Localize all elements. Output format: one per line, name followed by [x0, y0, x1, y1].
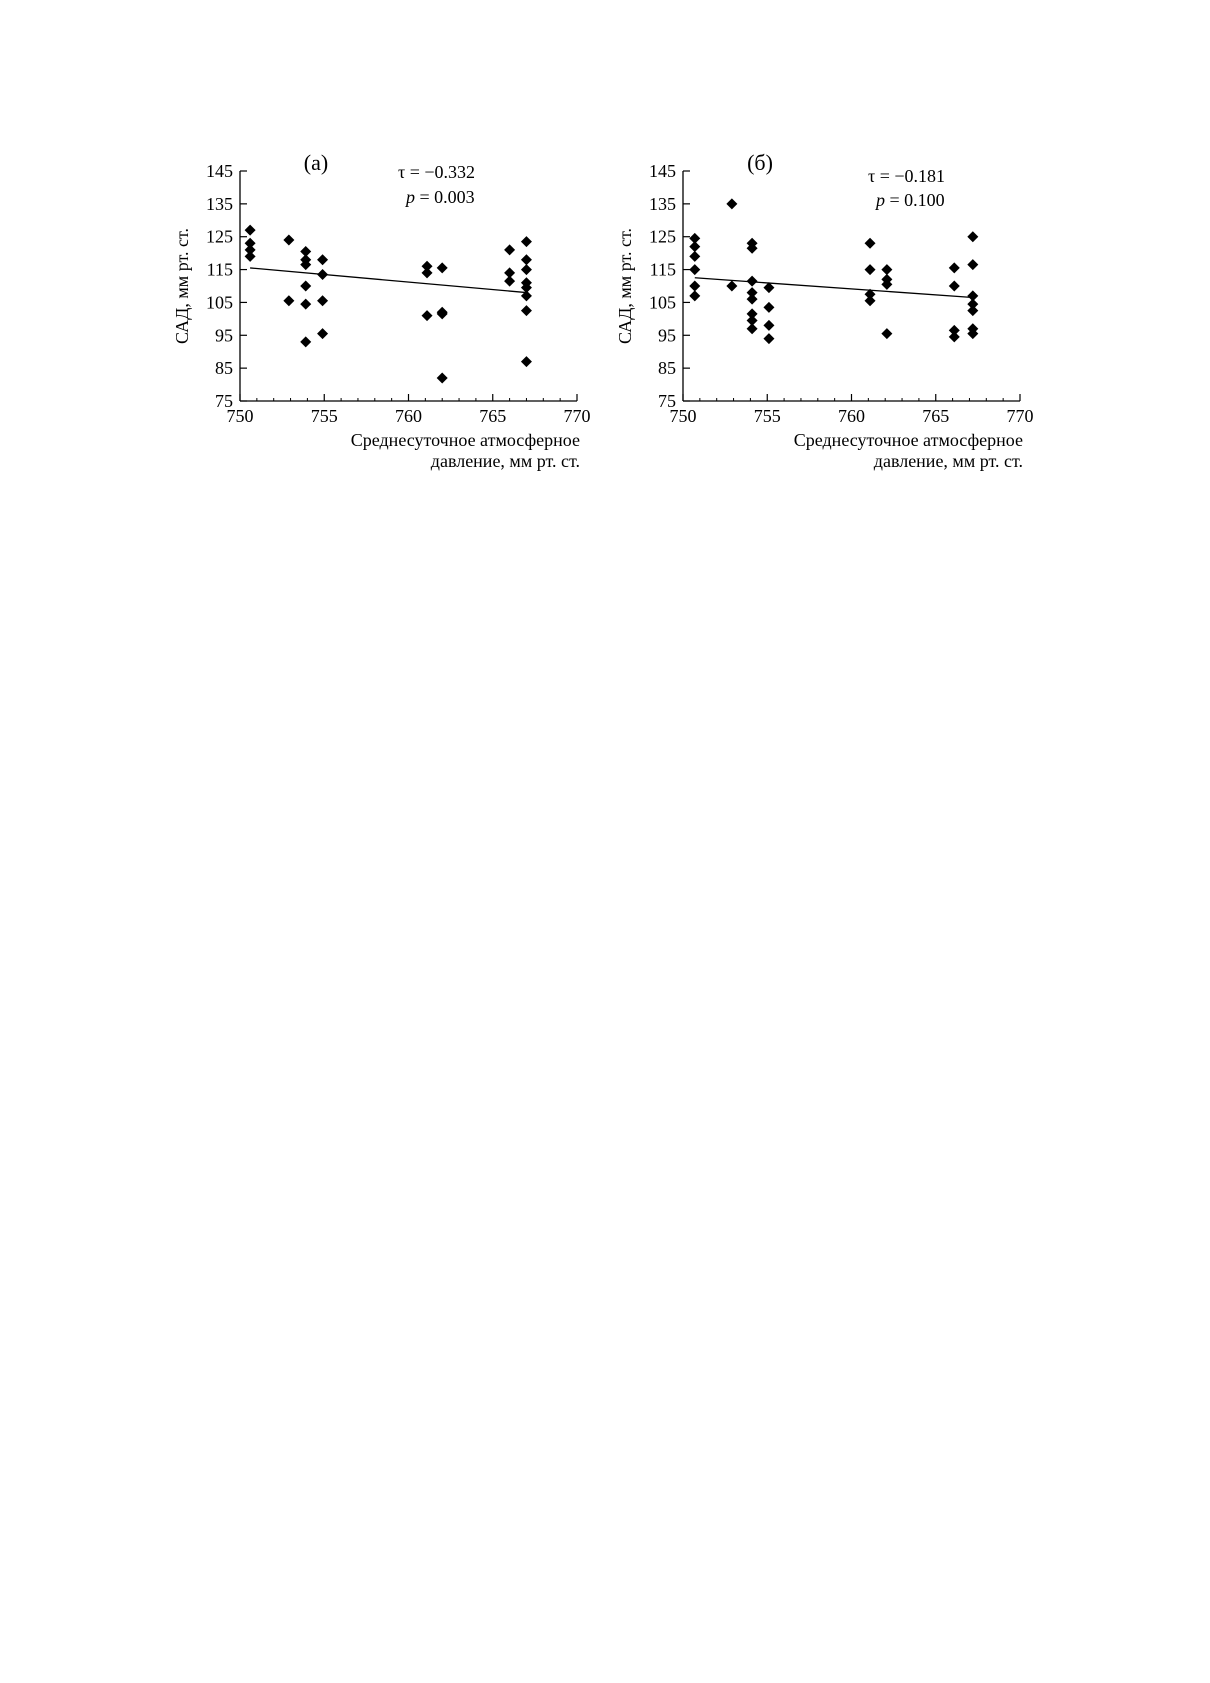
x-tick-label: 755: [753, 406, 781, 426]
data-point: [689, 241, 700, 252]
y-tick-label: 135: [206, 193, 233, 214]
p-symbol: p: [406, 187, 415, 207]
p-value: = 0.003: [415, 187, 475, 207]
chart-panel-a: [172, 150, 591, 471]
data-point: [949, 262, 960, 273]
x-tick-label: 770: [1006, 406, 1034, 426]
p-symbol: p: [876, 190, 885, 210]
data-point: [689, 290, 700, 301]
y-tick-label: 135: [649, 193, 676, 214]
data-point: [967, 231, 978, 242]
y-tick-label: 95: [215, 325, 233, 346]
y-tick-label: 115: [206, 259, 233, 280]
data-point: [422, 310, 433, 321]
trend-line: [250, 268, 526, 293]
y-tick-label: 145: [649, 161, 676, 181]
x-tick-label: 760: [395, 406, 422, 426]
x-axis-title-line: давление, мм рт. ст.: [430, 451, 580, 471]
data-point: [726, 281, 737, 292]
x-axis-title-line: давление, мм рт. ст.: [873, 451, 1023, 471]
data-point: [504, 244, 515, 255]
x-tick-label: 750: [669, 406, 697, 426]
tau-annotation: τ = −0.181: [868, 166, 946, 186]
data-point: [747, 276, 758, 287]
y-tick-label: 125: [649, 226, 676, 247]
x-tick-label: 765: [922, 406, 950, 426]
x-tick-label: 755: [310, 406, 338, 426]
trend-line: [695, 278, 973, 298]
data-point: [317, 328, 328, 339]
data-point: [521, 236, 532, 247]
data-point: [521, 356, 532, 367]
data-point: [437, 373, 448, 384]
data-point: [317, 254, 328, 265]
data-point: [283, 295, 294, 306]
chart-panel-b: [615, 150, 1034, 471]
data-point: [437, 308, 448, 319]
data-point: [949, 331, 960, 342]
y-tick-label: 95: [658, 325, 676, 346]
tau-annotation: τ = −0.332: [398, 162, 476, 182]
data-point: [949, 281, 960, 292]
data-point: [865, 238, 876, 249]
data-point: [521, 305, 532, 316]
data-point: [967, 305, 978, 316]
y-tick-label: 125: [206, 226, 233, 247]
p-value: = 0.100: [885, 190, 945, 210]
data-point: [689, 251, 700, 262]
x-tick-label: 750: [226, 406, 254, 426]
data-point: [689, 264, 700, 275]
y-tick-label: 105: [206, 292, 233, 313]
y-tick-label: 75: [658, 391, 676, 411]
data-point: [689, 281, 700, 292]
y-tick-label: 105: [649, 292, 676, 313]
data-point: [300, 281, 311, 292]
data-point: [865, 295, 876, 306]
data-point: [300, 336, 311, 347]
data-point: [521, 264, 532, 275]
y-tick-label: 85: [215, 358, 233, 379]
data-point: [881, 328, 892, 339]
data-point: [763, 333, 774, 344]
data-point: [747, 294, 758, 305]
x-tick-label: 760: [838, 406, 865, 426]
data-point: [245, 251, 256, 262]
data-point: [317, 295, 328, 306]
y-tick-label: 75: [215, 391, 233, 411]
data-point: [726, 198, 737, 209]
y-tick-label: 145: [206, 161, 233, 181]
y-axis-title: САД, мм рт. ст.: [615, 228, 635, 344]
data-point: [317, 269, 328, 280]
y-axis-title: САД, мм рт. ст.: [172, 228, 192, 344]
data-point: [245, 225, 256, 236]
data-point: [865, 264, 876, 275]
data-point: [521, 254, 532, 265]
data-point: [763, 320, 774, 331]
data-point: [283, 235, 294, 246]
data-point: [300, 299, 311, 310]
x-axis-title-line: Среднесуточное атмосферное: [793, 430, 1023, 450]
data-point: [967, 259, 978, 270]
data-point: [747, 323, 758, 334]
p-value-annotation: [404, 187, 475, 207]
panel-label: (б): [747, 150, 773, 175]
x-tick-label: 765: [479, 406, 507, 426]
panel-label: (а): [303, 150, 329, 175]
x-axis-title-line: Среднесуточное атмосферное: [350, 430, 580, 450]
y-tick-label: 85: [658, 358, 676, 379]
data-point: [422, 267, 433, 278]
data-point: [763, 302, 774, 313]
y-tick-label: 115: [649, 259, 676, 280]
p-value-annotation: [874, 190, 945, 210]
data-point: [437, 262, 448, 273]
data-point: [881, 264, 892, 275]
data-point: [504, 276, 515, 287]
x-tick-label: 770: [563, 406, 591, 426]
